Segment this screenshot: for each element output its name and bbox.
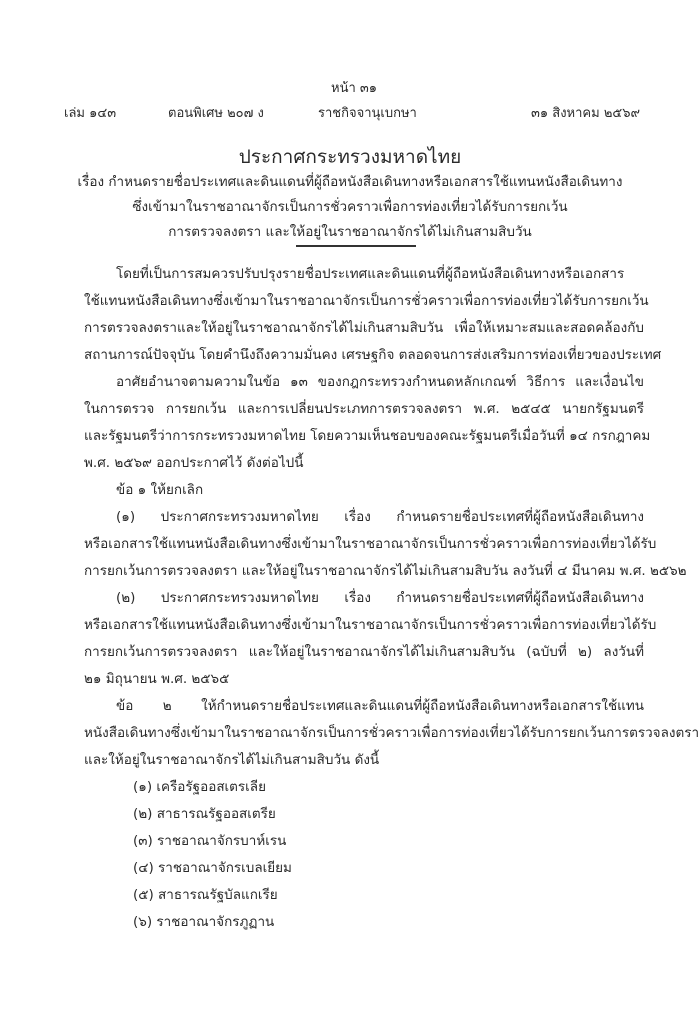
gazette-name: ราชกิจจานุเบกษา: [318, 106, 417, 121]
country-list-item: (๓) ราชอาณาจักรบาห์เรน: [133, 833, 287, 849]
authority-line: และรัฐมนตรีว่าการกระทรวงมหาดไทย โดยความเห็นชอบของคณะรัฐมนตรีเมื่อวันที่ ๑๔ กรกฎาคม: [84, 428, 651, 444]
preamble-line: สถานการณ์ปัจจุบัน โดยคำนึงถึงความมั่นคง เศรษฐกิจ ตลอดจนการส่งเสริมการท่องเที่ยวของประเทศ: [84, 347, 662, 363]
clause-1-item-1-line: การยกเว้นการตรวจลงตรา และให้อยู่ในราชอาณาจักรได้ไม่เกินสามสิบวัน ลงวันที่ ๔ มีนาคม พ.ศ. ๒๕๖๒: [84, 563, 687, 579]
clause-1-item-1-line: หรือเอกสารใช้แทนหนังสือเดินทางซึ่งเข้ามาในราชอาณาจักรเป็นการชั่วคราวเพื่อการท่องเที่ยวได้รับ: [84, 536, 657, 552]
country-list-item: (๒) สาธารณรัฐออสเตรีย: [133, 806, 276, 822]
country-list-item: (๕) สาธารณรัฐบัลแกเรีย: [133, 887, 278, 903]
page-number: หน้า ๓๑: [331, 81, 378, 96]
clause-1-item-2-line: (๒) ประกาศกระทรวงมหาดไทย เรื่อง กำหนดรายชื่อประเทศที่ผู้ถือหนังสือเดินทาง: [116, 590, 644, 606]
clause-1-item-2-line: ๒๑ มิถุนายน พ.ศ. ๒๕๖๕: [84, 671, 230, 687]
clause-1-item-1-line: (๑) ประกาศกระทรวงมหาดไทย เรื่อง กำหนดรายชื่อประเทศที่ผู้ถือหนังสือเดินทาง: [116, 509, 644, 525]
clause-2-line: และให้อยู่ในราชอาณาจักรได้ไม่เกินสามสิบวัน ดังนี้: [84, 752, 380, 768]
clause-1-item-2-line: หรือเอกสารใช้แทนหนังสือเดินทางซึ่งเข้ามาในราชอาณาจักรเป็นการชั่วคราวเพื่อการท่องเที่ยวได้รับ: [84, 617, 657, 633]
authority-line: อาศัยอำนาจตามความในข้อ ๑๓ ของกฎกระทรวงกำหนดหลักเกณฑ์ วิธีการ และเงื่อนไข: [116, 374, 644, 390]
preamble-line: ใช้แทนหนังสือเดินทางซึ่งเข้ามาในราชอาณาจักรเป็นการชั่วคราวเพื่อการท่องเที่ยวได้รับการยกเว้น: [84, 293, 649, 309]
announcement-title: ประกาศกระทรวงมหาดไทย: [238, 146, 462, 168]
clause-1-heading: ข้อ ๑ ให้ยกเลิก: [116, 482, 204, 498]
authority-line: ในการตรวจ การยกเว้น และการเปลี่ยนประเภทการตรวจลงตรา พ.ศ. ๒๕๔๕ นายกรัฐมนตรี: [84, 401, 644, 417]
subject-line: เรื่อง กำหนดรายชื่อประเทศและดินแดนที่ผู้ถือหนังสือเดินทางหรือเอกสารใช้แทนหนังสือเดินทาง: [77, 174, 623, 190]
clause-2-line: ข้อ ๒ ให้กำหนดรายชื่อประเทศและดินแดนที่ผู้ถือหนังสือเดินทางหรือเอกสารใช้แทน: [116, 698, 644, 714]
clause-2-line: หนังสือเดินทางซึ่งเข้ามาในราชอาณาจักรเป็นการชั่วคราวเพื่อการท่องเที่ยวได้รับการยกเว้นการตรวจลงตรา: [84, 725, 700, 741]
preamble-line: โดยที่เป็นการสมควรปรับปรุงรายชื่อประเทศและดินแดนที่ผู้ถือหนังสือเดินทางหรือเอกสาร: [116, 266, 625, 282]
gazette-date: ๓๑ สิงหาคม ๒๕๖๙: [531, 106, 641, 121]
volume-number: เล่ม ๑๔๓: [64, 106, 117, 121]
authority-line: พ.ศ. ๒๕๖๙ ออกประกาศไว้ ดังต่อไปนี้: [84, 455, 304, 471]
clause-1-item-2-line: การยกเว้นการตรวจลงตรา และให้อยู่ในราชอาณาจักรได้ไม่เกินสามสิบวัน (ฉบับที่ ๒) ลงวันที่: [84, 644, 644, 660]
country-list-item: (๔) ราชอาณาจักรเบลเยียม: [133, 860, 292, 876]
subject-line: การตรวจลงตรา และให้อยู่ในราชอาณาจักรได้ไม่เกินสามสิบวัน: [168, 224, 532, 240]
title-divider: [296, 245, 416, 247]
country-list-item: (๑) เครือรัฐออสเตรเลีย: [133, 779, 266, 795]
subject-line: ซึ่งเข้ามาในราชอาณาจักรเป็นการชั่วคราวเพื่อการท่องเที่ยวได้รับการยกเว้น: [132, 199, 568, 215]
preamble-line: การตรวจลงตราและให้อยู่ในราชอาณาจักรได้ไม่เกินสามสิบวัน เพื่อให้เหมาะสมและสอดคล้องกับ: [84, 320, 644, 336]
country-list-item: (๖) ราชอาณาจักรภูฏาน: [133, 914, 275, 930]
section-number: ตอนพิเศษ ๒๐๗ ง: [168, 106, 264, 121]
